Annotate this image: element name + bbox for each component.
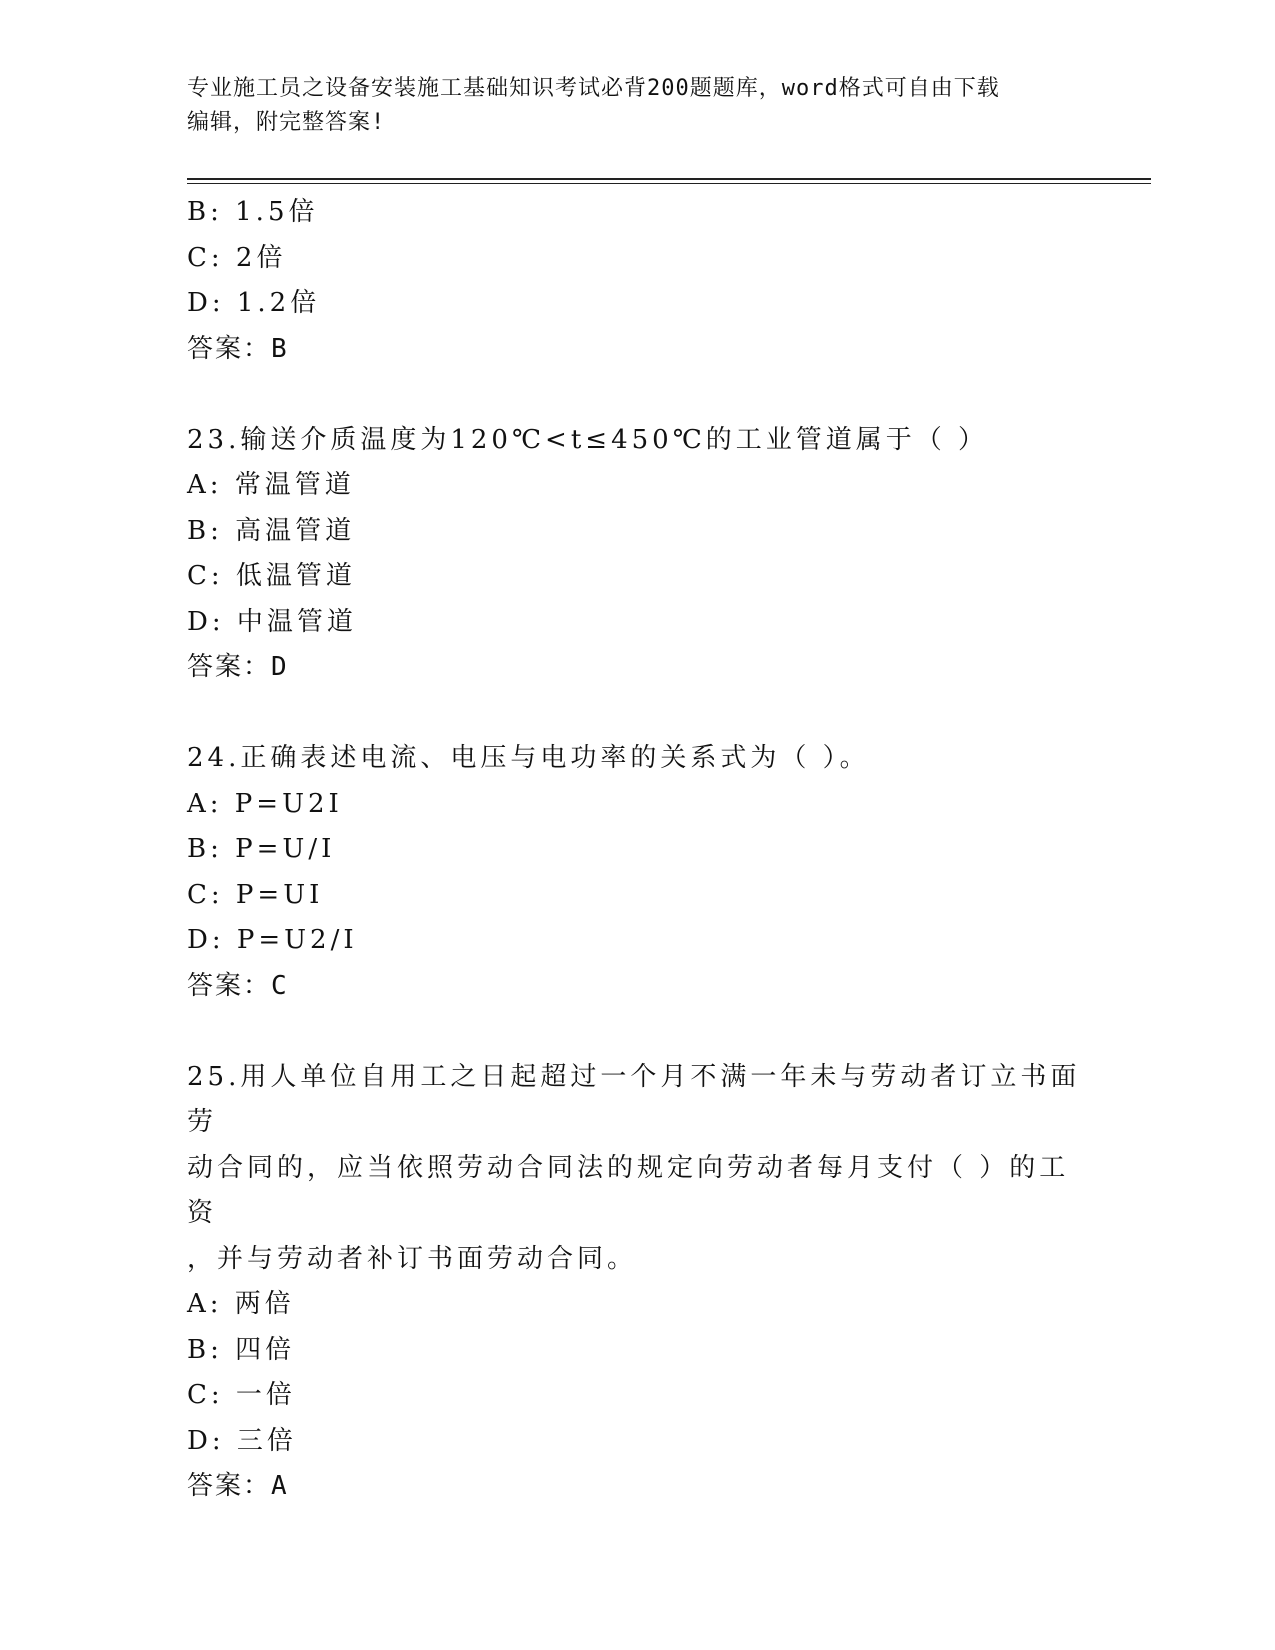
question-22-continued	[187, 190, 1087, 372]
option-b: B: P=U/I	[187, 834, 336, 864]
option-b: B: 1.5倍	[187, 197, 319, 227]
question-25	[187, 1055, 1087, 1510]
question-24	[187, 736, 1087, 1009]
option-c: C: P=UI	[187, 879, 324, 910]
answer-line: 答案：A	[187, 1471, 289, 1501]
question-stem-line-1: 25.用人单位自用工之日起超过一个月不满一年未与劳动者订立书面劳	[187, 1061, 1081, 1137]
document-title-line-1: 专业施工员之设备安装施工基础知识考试必背200题题库，word格式可自由下载	[187, 76, 1000, 101]
option-a: A: P=U2I	[187, 788, 343, 819]
question-stem: 24.正确表述电流、电压与电功率的关系式为（ ）。	[187, 743, 870, 773]
option-a: A: 常温管道	[187, 470, 355, 500]
option-d: D: 1.2倍	[187, 288, 321, 318]
option-c: C: 2倍	[187, 242, 287, 273]
option-d: D: P=U2/I	[187, 925, 358, 955]
option-b: B: 四倍	[187, 1334, 296, 1365]
option-d: D: 三倍	[187, 1425, 297, 1456]
answer-line: 答案：B	[187, 333, 289, 364]
question-stem: 23.输送介质温度为120℃<t≤450℃的工业管道属于（ ）	[187, 424, 989, 455]
header-divider	[187, 178, 1151, 184]
answer-line: 答案：C	[187, 970, 289, 1001]
question-list	[187, 190, 1087, 1510]
option-b: B: 高温管道	[187, 515, 356, 546]
option-a: A: 两倍	[187, 1289, 295, 1319]
option-c: C: 一倍	[187, 1380, 296, 1410]
page-header	[187, 72, 1067, 140]
option-d: D: 中温管道	[187, 606, 357, 637]
question-stem-line-2: 动合同的，应当依照劳动合同法的规定向劳动者每月支付（ ）的工资	[187, 1152, 1070, 1228]
document-title-line-2: 编辑，附完整答案!	[187, 110, 386, 135]
question-23	[187, 418, 1087, 691]
question-stem-line-3: ，并与劳动者补订书面劳动合同。	[187, 1243, 638, 1274]
option-c: C: 低温管道	[187, 561, 356, 591]
answer-line: 答案：D	[187, 652, 289, 682]
